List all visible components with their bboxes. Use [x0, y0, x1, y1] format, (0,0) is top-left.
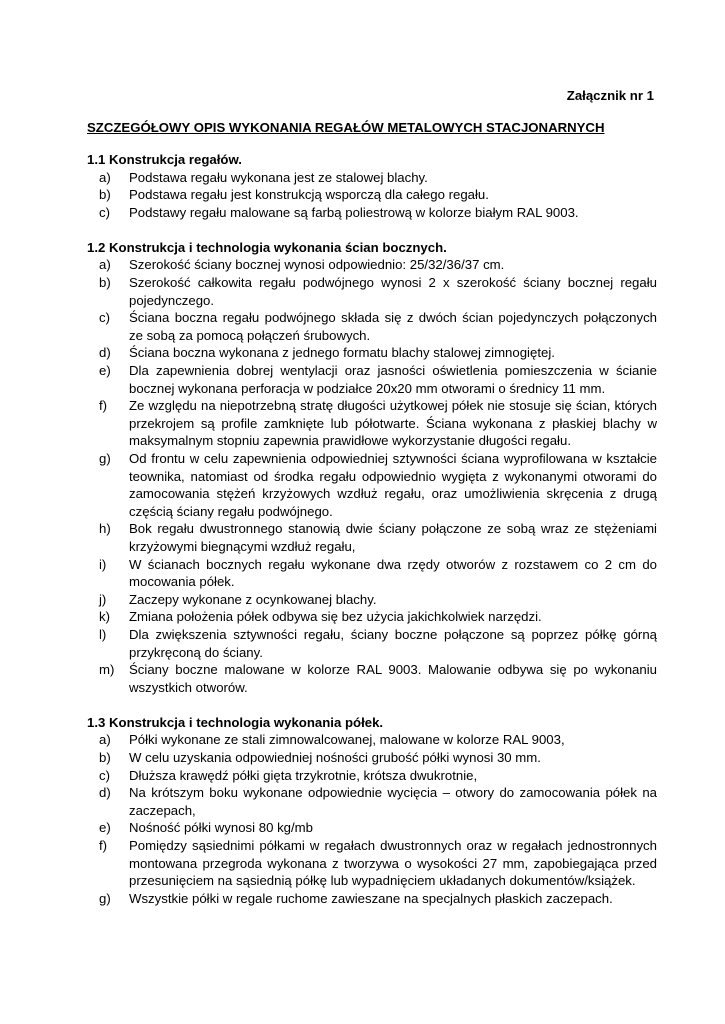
- item-label: b): [99, 187, 111, 203]
- list-item: [87, 362, 657, 397]
- item-label: k): [99, 609, 110, 625]
- list-item: [87, 397, 657, 450]
- item-text: Pomiędzy sąsiednimi półkami w regałach dwustronnych oraz w regałach jednostronnych montowana przegroda wykonana z tworzywa o wysokości 27 mm, zapobiegająca przed przesunięciem na sąsiednią półkę lub wypadnięciem układanych dokumentów/książek.: [129, 837, 657, 889]
- list-item: [87, 309, 657, 344]
- list-item: [87, 556, 657, 591]
- list-item: [87, 344, 657, 362]
- item-label: g): [99, 451, 111, 466]
- list-item: [87, 731, 657, 749]
- list-item: [87, 819, 657, 837]
- item-label: m): [99, 662, 115, 678]
- document-body: [87, 151, 657, 925]
- item-text: Bok regału dwustronnego stanowią dwie ściany połączone ze sobą wraz ze stężeniami krzyżowymi biegnącymi wzdłuż regału,: [129, 521, 657, 554]
- item-label: b): [99, 275, 111, 291]
- item-label: f): [99, 837, 108, 853]
- item-text: Półki wykonane ze stali zimnowalcowanej, malowane w kolorze RAL 9003,: [129, 732, 565, 748]
- item-label: f): [99, 398, 108, 414]
- item-text: Ze względu na niepotrzebną stratę długości użytkowej półek nie stosuje się ścian, których przekrojem są profile zamknięte lub półotwarte. Ściana wykonana z płaskiej blachy w maksymalnym stopniu zapewnia prawidłowe wykorzystanie długości regału.: [129, 398, 657, 449]
- section-title: 1.2 Konstrukcja i technologia wykonania ścian bocznych.: [87, 239, 447, 255]
- item-text: Na krótszym boku wykonane odpowiednie wycięcia – otwory do zamocowania półek na zaczepach,: [129, 785, 657, 818]
- item-list: [87, 256, 657, 696]
- list-item: [87, 767, 657, 785]
- item-text: W ścianach bocznych regału wykonane dwa rzędy otworów z rozstawem co 2 cm do mocowania półek.: [129, 556, 657, 590]
- item-list: [87, 731, 657, 907]
- list-item: [87, 256, 657, 274]
- item-text: Nośność półki wynosi 80 kg/mb: [129, 820, 313, 836]
- list-item: [87, 520, 657, 555]
- item-text: Szerokość całkowita regału podwójnego wynosi 2 x szerokość ściany bocznej regału pojedynczego.: [129, 275, 657, 308]
- item-label: b): [99, 750, 111, 765]
- item-label: d): [99, 785, 111, 801]
- list-item: [87, 591, 657, 609]
- item-label: e): [99, 363, 111, 379]
- document-title: SZCZEGÓŁOWY OPIS WYKONANIA REGAŁÓW METALOWYCH STACJONARNYCH: [87, 120, 605, 135]
- item-text: Ściana boczna wykonana z jednego formatu blachy stalowej zimnogiętej.: [129, 345, 555, 361]
- item-text: Ściana boczna regału podwójnego składa się z dwóch ścian pojedynczych połączonych ze sobą za pomocą połączeń śrubowych.: [129, 310, 657, 343]
- list-item: [87, 890, 657, 908]
- section-1-3: [87, 714, 657, 908]
- item-label: l): [99, 626, 107, 642]
- list-item: [87, 661, 657, 696]
- list-item: [87, 204, 657, 222]
- list-item: [87, 274, 657, 309]
- item-label: h): [99, 521, 111, 537]
- section-1-1: [87, 151, 657, 221]
- item-text: Podstawa regału wykonana jest ze stalowej blachy.: [129, 169, 428, 185]
- item-label: e): [99, 820, 111, 836]
- annex-label: Załącznik nr 1: [566, 88, 654, 103]
- section-1-2: [87, 239, 657, 696]
- item-text: Podstawa regału jest konstrukcją wsporczą dla całego regału.: [129, 187, 489, 203]
- list-item: [87, 837, 657, 890]
- item-text: Od frontu w celu zapewnienia odpowiedniej sztywności ściana wyprofilowana w kształcie teownika, natomiast od środka regału odpowiednio wygięta z wykonanymi otworami do zamocowania stężeń krzyżowych wzdłuż regału, oraz umożliwienia skręcenia z drugą częścią ściany regału podwójnego.: [129, 451, 657, 519]
- item-text: Podstawy regału malowane są farbą poliestrową w kolorze białym RAL 9003.: [129, 204, 579, 220]
- item-text: Wszystkie półki w regale ruchome zawieszane na specjalnych płaskich zaczepach.: [129, 890, 613, 906]
- item-label: c): [99, 310, 110, 326]
- item-text: Ściany boczne malowane w kolorze RAL 9003. Malowanie odbywa się po wykonaniu wszystkich otworów.: [129, 662, 657, 695]
- list-item: [87, 626, 657, 661]
- list-item: [87, 749, 657, 767]
- section-title: 1.3 Konstrukcja i technologia wykonania półek.: [87, 714, 384, 730]
- item-text: Zmiana położenia półek odbywa się bez użycia jakichkolwiek narzędzi.: [129, 609, 542, 625]
- item-text: Zaczepy wykonane z ocynkowanej blachy.: [129, 591, 377, 607]
- item-label: j): [99, 591, 107, 607]
- list-item: [87, 608, 657, 626]
- item-text: W celu uzyskania odpowiedniej nośności grubość półki wynosi 30 mm.: [129, 750, 541, 765]
- list-item: [87, 450, 657, 520]
- item-label: c): [99, 204, 110, 220]
- section-title: 1.1 Konstrukcja regałów.: [87, 152, 242, 167]
- list-item: [87, 784, 657, 819]
- item-text: Dłuższa krawędź półki gięta trzykrotnie, krótsza dwukrotnie,: [129, 767, 478, 783]
- item-label: i): [99, 556, 107, 572]
- item-text: Szerokość ściany bocznej wynosi odpowiednio: 25/32/36/37 cm.: [129, 257, 505, 273]
- item-label: a): [99, 257, 111, 273]
- item-label: c): [99, 767, 110, 783]
- item-label: a): [99, 732, 111, 748]
- item-label: d): [99, 345, 111, 361]
- item-text: Dla zapewnienia dobrej wentylacji oraz jasności oświetlenia pomieszczenia w ścianie bocznej wykonana perforacja w podziałce 20x20 mm otworami o średnicy 11 mm.: [129, 363, 657, 396]
- item-text: Dla zwiększenia sztywności regału, ściany boczne połączone są poprzez półkę górną przykręconą do ściany.: [129, 626, 657, 660]
- list-item: [87, 169, 657, 187]
- list-item: [87, 186, 657, 204]
- item-label: a): [99, 169, 111, 185]
- item-label: g): [99, 890, 111, 906]
- item-list: [87, 169, 657, 222]
